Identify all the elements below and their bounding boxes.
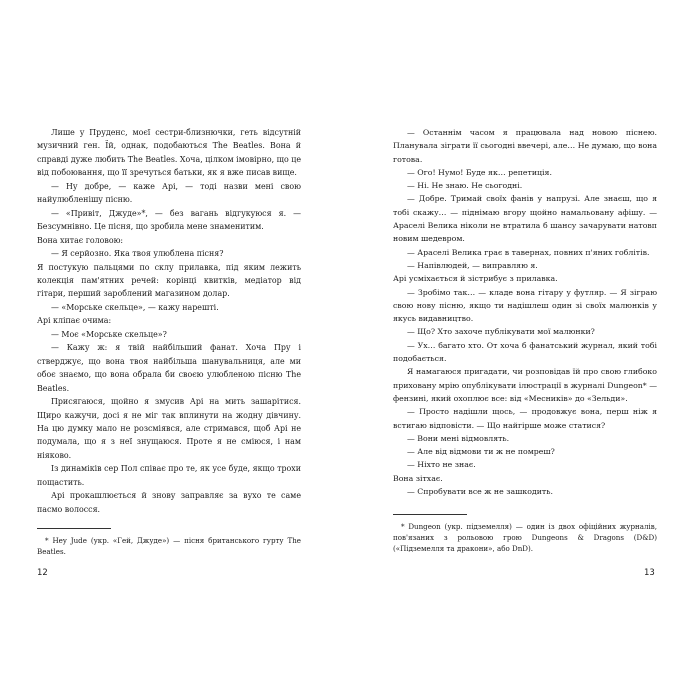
paragraph: — «Морське скельце», — кажу нарешті. — [51, 302, 219, 312]
paragraph: Арі прокашлюється й знову заправляє за вухо те саме пасмо волосся. — [37, 491, 301, 514]
paragraph: — «Привіт, Джуде»*, — без вагань відгукуюся я. — Безсумнівно. Це пісня, що зробила мене знаменитим. — [37, 208, 301, 232]
page-number-right: 13 — [644, 568, 655, 578]
left-footnote-area — [37, 528, 301, 557]
paragraph: — Араселі Велика грає в тавернах, повних п'яних гоблітів. — [407, 247, 650, 257]
paragraph: Вона зітхає. — [393, 473, 443, 483]
paragraph: Я намагаюся пригадати, чи розповідав їй про свою глибоко приховану мрію опублікувати ілюстрації в журналі Dungeon* — фензині, який охоплює все: від «Месників» до «Зельди». — [393, 367, 657, 403]
footnote: * Dungeon (укр. підземелля) — один із двох офіційних журналів, пов'язаних з рольовою грою Dungeons & Dragons (D&D) («Підземелля та дракони», або DnD). — [393, 522, 657, 554]
paragraph: Присягаюся, щойно я змусив Арі на мить зашарітися. Щиро кажучи, досі я не міг так вплинути на жодну дівчину. На цю думку мало не розсміявся, але стримався, щоб Арі не подумала, що я з неї знущаюся. Проте я не сміюся, і нам ніяково. — [37, 397, 301, 460]
paragraph: Лише у Пруденс, моєї сестри-близнючки, геть відсутній музичний ген. Їй, однак, подобаються The Beatles. Вона й справді дуже любить The Beatles. Хоча, цілком імовірно, що це від побоювання, що її зречуться батьки, як я вже писав вище. — [37, 128, 301, 178]
paragraph: — Що? Хто захоче публікувати мої малюнки? — [407, 327, 595, 337]
paragraph: — Добре. Тримай своїх фанів у напрузі. Але знаєш, що я тобі скажу… — піднімаю вгору щойно намальовану афішу. — Араселі Велика ніколи не втратила б шансу зачарувати натовп новим шедевром. — [393, 194, 657, 244]
paragraph: — Я серйозно. Яка твоя улюблена пісня? — [51, 249, 224, 259]
paragraph: — Вони мені відмовлять. — [407, 433, 510, 443]
paragraph: — Зробімо так… — кладе вона гітару у футляр. — Я зіграю свою нову пісню, якщо ти надішлеш один зі своїх малюнків у якусь видавництво. — [393, 287, 657, 324]
paragraph: — Просто надішли щось, — продовжує вона, перш ніж я встигаю відповісти. — Що найгірше може статися? — [393, 407, 657, 430]
paragraph: — Напівлюдей, — виправляю я. — [407, 260, 538, 270]
paragraph: — Кажу ж: я твій найбільший фанат. Хоча Пру і стверджує, що вона твоя найбільша шанувальниця, але ми обоє знаємо, що вона обрала би своєю улюбленою пісню The Beatles. — [37, 343, 301, 393]
paragraph: — Спробувати все ж не зашкодить. — [407, 487, 553, 497]
paragraph: Арі усміхається й зістрибує з прилавка. — [393, 274, 558, 284]
page-number-left: 12 — [37, 568, 48, 578]
paragraph: — Ух… багато хто. От хоча б фанатський журнал, який тобі подобається. — [393, 340, 657, 364]
paragraph: Із динаміків сер Пол співає про те, як усе буде, якщо трохи пощастить. — [37, 464, 301, 487]
paragraph: Я постукую пальцями по склу прилавка, під яким лежить колекція пам'ятних речей: корінці квитків, медіатор від гітари, перший зароблений магазином долар. — [37, 262, 301, 299]
paragraph: — Ну добре, — каже Арі, — тоді назви мені свою найулюбленішу пісню. — [37, 181, 301, 205]
right-footnote-area — [393, 514, 657, 555]
paragraph: Вона хитає головою: — [37, 235, 124, 245]
left-page-text — [37, 126, 301, 516]
paragraph: — Моє «Морське скельце»? — [51, 329, 167, 339]
paragraph: Арі кліпає очима: — [37, 316, 112, 326]
footnote: * Hey Jude (укр. «Гей, Джуде») — пісня британського гурту The Beatles. — [37, 536, 301, 557]
left-page — [37, 126, 301, 557]
footnote-rule — [393, 514, 467, 515]
footnote-rule — [37, 528, 111, 529]
paragraph: — Ого! Нумо! Буде як… репетиція. — [407, 167, 552, 177]
right-page — [393, 126, 657, 554]
paragraph: — Ніхто не знає. — [407, 460, 476, 470]
paragraph: — Останнім часом я працювала над новою піснею. Планувала зіграти її сьогодні ввечері, але… Не думаю, що вона готова. — [393, 128, 657, 164]
paragraph: — Але від відмови ти ж не помреш? — [407, 447, 555, 457]
paragraph: — Ні. Не знаю. Не сьогодні. — [407, 181, 523, 191]
right-page-text — [393, 126, 657, 498]
